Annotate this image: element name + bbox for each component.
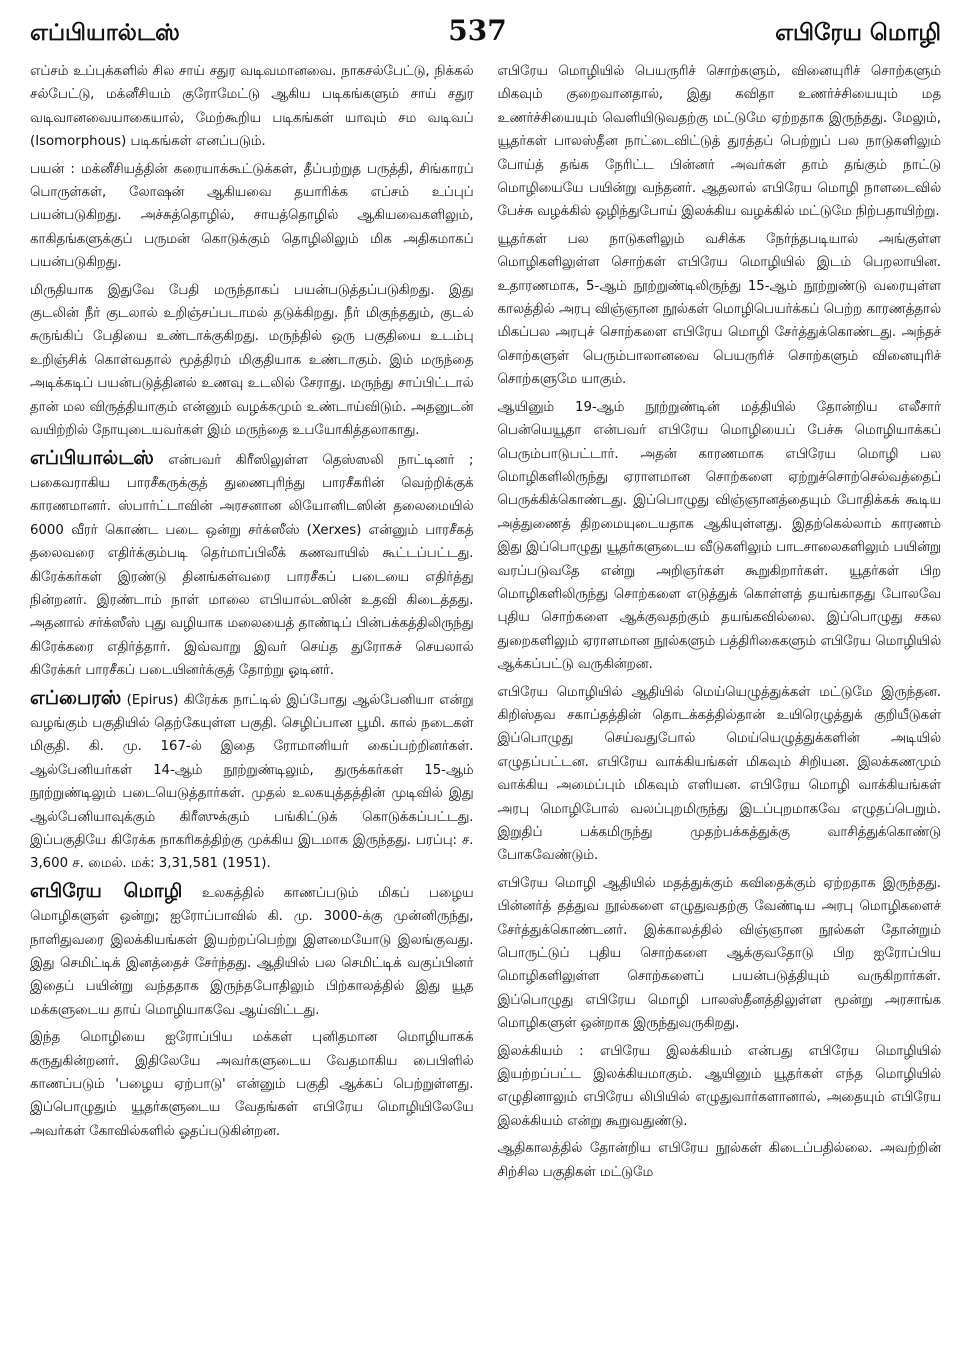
entry-text: என்பவர் கிரீஸிலுள்ள தெஸ்ஸலி நாட்டினர் ; பகைவராகிய பாரசீகருக்குத் துணைபுரிந்து பாரசீகரின் வெற்றிக்குக் காரணமானர். ஸ்பார்ட்டாவின் அரசனான லியோனிடஸின் தலைமையில் 6000 வீரர் கொண்ட படை ஒன்று சர்க்ஸீஸ் (Xerxes) என்னும் பாரசீகத் தலைவரை எதிர்க்கும்படி தெர்மாப்பிலீக் கணவாயில் கூட்டப்பட்டது. கிரேக்கர்கள் இரண்டு தினங்கள்வரை பாரசீகப் படையை எதிர்த்து நின்றனர். இரண்டாம் நாள் மாலை எபியால்டஸின் உதவி கிடைத்தது. அதனால் சர்க்ஸீஸ் புது வழியாக மலையைத் தாண்டிப் பின்பக்கத்திலிருந்து கிரேக்கரை எதிர்த்தார். இவ்வாறு இவர் செய்த துரோகச் செயலால் கிரேக்கர் பாரசீகப் படையினர்க்குத் தோற்று ஓடினர்.: [30, 452, 474, 679]
paragraph: மிருதியாக இதுவே பேதி மருந்தாகப் பயன்படுத்தப்படுகிறது. இது குடலின் நீர் குடலால் உறிஞ்சப்படாமல் தடுக்கிறது. நீர் மிகுந்ததும், குடல் சுருங்கிப் பேதியை உண்டாக்குகிறது. மருந்தில் ஒரு பகுதியை உடம்பு உறிஞ்சிக் கொள்வதால் மூத்திரம் மிகுதியாக உண்டாகும். இம் மருந்தை அடிக்கடிப் பயன்படுத்தினல் உணவு உடலில் சேராது. மருந்து சாப்பிட்டால் தான் மல விருத்தியாகும் என்னும் வழக்கமும் உண்டாய்விடும். அதனுடன் வயிற்றில் நோயுடையவர்கள் இம் மருந்தை உபயோகித்தலாகாது.: [30, 282, 474, 439]
paragraph: ஆயினும் 19-ஆம் நூற்றுண்டின் மத்தியில் தோன்றிய எலீசார் பென்யெயூதா என்பவர் எபிரேய மொழியைப் பேச்சு மொழியாக்கப் பெரும்பாடுபட்டார். அதன் காரணமாக எபிரேய மொழி பல மொழிகளிலிருந்து ஏராளமான சொற்களை ஏற்றுச்சொற்செல்வத்தைப் பெருக்கிக்கொண்டது. இப்பொழுது விஞ்ஞானத்தையும் போதிக்கக் கூடிய அத்துணைத் திறமையுடையதாக ஆகியுள்ளது. இதற்கெல்லாம் காரணம் இது இப்பொழுது யூதர்களுடைய வீடுகளிலும் பாடசாலைகளிலும் பயின்று வரப்படுவதே என்று அறிஞர்கள் கூறுகிறார்கள். யூதர்கள் பிற மொழிகளிலிருந்து சொற்களை எடுத்துக் கொள்ளத் தயங்காதது போலவே புதிய சொற்களை ஆக்குவதற்கும் தயங்கவில்லை. இப்பொழுது சகல துறைகளிலும் ஏராளமான நூல்களும் பத்திரிகைகளும் எபிரேய மொழியில் ஆக்கப்பட்டு வருகின்றன.: [497, 399, 941, 673]
paragraph: எபிரேய மொழியில் ஆதியில் மெய்யெழுத்துக்கள் மட்டுமே இருந்தன. கிறிஸ்தவ சகாப்தத்தின் தொடக்கத்தில்தான் உயிரெழுத்துக் குறியீடுகள் இப்பொழுது செய்வதுபோல் மெய்யெழுத்துக்களின் அடியில் எழுதப்பட்டன. எபிரேய வாக்கியங்கள் மிகவும் சிறியன. இலக்கணமும் வாக்கிய அமைப்பும் மிகவும் எளியன. எபிரேய மொழி வாக்கியங்கள் அரபு மொழிபோல் வலப்புறமிருந்து இடப்புறமாகவே எழுதப்பெறும். இறுதிப் பக்கமிருந்து முதற்பக்கத்துக்கு வாசித்துக்கொண்டு போகவேண்டும்.: [497, 684, 941, 864]
header-left-guideword: எப்பியால்டஸ்: [30, 20, 180, 46]
paragraph: இந்த மொழியை ஐரோப்பிய மக்கள் புனிதமான மொழியாகக் கருதுகின்றனர். இதிலேயே அவர்களுடைய வேதமாகிய பைபிளில் காணப்படும் 'பழைய ஏற்பாடு' என்னும் பகுதி ஆக்கப் பெற்றுள்ளது. இப்பொழுதும் யூதர்களுடைய வேதங்கள் எபிரேய மொழியிலேயே அவர்கள் கோவில்களில் ஓதப்படுகின்றன.: [30, 1030, 474, 1139]
paragraph: ஆதிகாலத்தில் தோன்றிய எபிரேய நூல்கள் கிடைப்பதில்லை. அவற்றின் சிற்சில பகுதிகள் மட்டுமே: [497, 1141, 941, 1180]
entry-text: (Epirus) கிரேக்க நாட்டில் இப்போது ஆல்பேனியா என்று வழங்கும் பகுதியில் தெற்கேயுள்ள பகுதி. செழிப்பான பூமி. கால் நடைகள் மிகுதி. கி. மு. 167-ல் இதை ரோமானியர் கைப்பற்றினர்கள். ஆல்பேனியர்கள் 14-ஆம் நூற்றுண்டிலும், துருக்கர்கள் 15-ஆம் நூற்றுண்டிலும் படையெடுத்தார்கள். முதல் உலகயுத்தத்தின் முடிவில் இது ஆல்பேனியாவுக்கும் கிரீஸுக்கும் பங்கிட்டுக் கொடுக்கப்பட்டது. இப்பகுதியே கிரேக்க நாகரிகத்திற்கு முக்கிய இடமாக இருந்தது. பரப்பு: ச. 3,600 ச. மைல். மக்: 3,31,581 (1951).: [30, 692, 474, 872]
entry-text: உலகத்தில் காணப்படும் மிகப் பழைய மொழிகளுள் ஒன்று; ஐரோப்பாவில் கி. மு. 3000-க்கு முன்னிருந்து, நாளிதுவரை இலக்கியங்கள் இயற்றப்பெற்று இளமையோடு இலங்குவது. இது செமிட்டிக் இனத்தைச் சேர்ந்தது. ஆதியில் பல செமிட்டிக் வகுப்பினர் இதைப் பயின்று வந்ததாக இருந்தபோதிலும் பிற்காலத்தில் இது யூத மக்களுடைய தாய் மொழியாகவே ஆய்விட்டது.: [30, 885, 474, 1018]
paragraph: எப்சம் உப்புக்களில் சில சாய் சதுர வடிவமானவை. நாகசல்பேட்டு, நிக்கல் சல்பேட்டு, மக்னீசியம் குரோமேட்டு ஆகிய படிகங்களும் சாய் சதுர வடிவானவையாகையால், மேற்கூறிய படிகங்கள் யாவும் சம வடிவப் (Isomorphous) படிகங்கள் எனப்படும்.: [30, 64, 474, 150]
entry-heading: எப்பியால்டஸ்: [30, 446, 154, 469]
entry-paragraph: [30, 447, 474, 683]
paragraph: பயன் : மக்னீசியத்தின் கரையாக்கூட்டுக்கள், தீப்பற்றுத பருத்தி, சிங்காரப் பொருள்கள், லோஷன் ஆகியவை தயாரிக்க எப்சம் உப்புப் பயன்படுகிறது. அச்சுத்தொழில், சாயத்தொழில் ஆகியவைகளிலும், காகிதங்களுக்குப் பருமன் கொடுக்கும் தொழிலிலும் மிக அதிகமாகப் பயன்படுகிறது.: [30, 161, 474, 271]
left-column: [30, 60, 474, 1188]
entry-heading: எபிரேய மொழி: [30, 879, 183, 902]
entry-heading: எப்பைரஸ்: [30, 686, 122, 709]
page-header: [30, 14, 941, 60]
entry-paragraph: [30, 880, 474, 1022]
paragraph: எபிரேய மொழியில் பெயருரிச் சொற்களும், வினையுரிச் சொற்களும் மிகவும் குறைவானதால், இது கவிதா உணர்ச்சியையும் மத உணர்ச்சியையும் வெளியிடுவதற்கு மட்டுமே ஏற்றதாக இருந்தது. மேலும், யூதர்கள் பாலஸ்தீன நாட்டைவிட்டுத் துரத்தப் பெற்றுப் பல நாடுகளிலும் போய்த் தங்க நேரிட்ட பின்னர் அவர்கள் தாம் தங்கும் நாட்டு மொழியையே பயின்று வந்தனர். ஆதலால் எபிரேய மொழி நாளடைவில் பேச்சு வழக்கில் ஒழிந்துபோய் இலக்கிய வழக்கில் மட்டுமே நிற்பதாயிற்று.: [497, 64, 941, 220]
paragraph: இலக்கியம் : எபிரேய இலக்கியம் என்பது எபிரேய மொழியில் இயற்றப்பட்ட இலக்கியமாகும். ஆயினும் யூதர்கள் எந்த மொழியில் எழுதினாலும் எபிரேய லிபியில் எழுதுவார்களானால், அதையும் எபிரேய இலக்கியம் என்று கூறுவதுண்டு.: [497, 1043, 941, 1129]
right-column: [498, 60, 942, 1188]
text-columns: [30, 60, 941, 1188]
page-number: 537: [448, 14, 507, 47]
entry-paragraph: [30, 687, 474, 876]
header-right-guideword: எபிரேய மொழி: [775, 20, 941, 46]
paragraph: எபிரேய மொழி ஆதியில் மதத்துக்கும் கவிதைக்கும் ஏற்றதாக இருந்தது. பின்னர்த் தத்துவ நூல்களை எழுதுவதற்கு வேண்டிய அரபு மொழிகளைச் சேர்த்துக்கொண்டனர். இக்காலத்தில் விஞ்ஞான நூல்கள் தோன்றும் பொருட்டுப் புதிய சொற்களை ஆக்குவதோடு பிற ஐரோப்பிய மொழிகளிலுள்ள சொற்களைப் பயன்படுத்தியும் வருகிறார்கள். இப்பொழுது எபிரேய மொழி பாலஸ்தீனத்திலுள்ள மூன்று அரசாங்க மொழிகளுள் ஒன்றாக இருந்துவருகிறது.: [497, 875, 941, 1032]
paragraph: யூதர்கள் பல நாடுகளிலும் வசிக்க நேர்ந்தபடியால் அங்குள்ள மொழிகளிலுள்ள சொற்கள் எபிரேய மொழியில் இடம் பெறலாயின. உதாரணமாக, 5-ஆம் நூற்றுண்டிலிருந்து 15-ஆம் நூற்றுண்டு வரையுள்ள காலத்தில் அரபு விஞ்ஞான நூல்கள் மொழிபெயர்க்கப் பெற்ற காரணத்தால் மிகப்பல அரபுச் சொற்களை எபிரேய மொழி சேர்த்துக்கொண்டது. அந்தச் சொற்களுள் பெரும்பாலானவை பெயருரிச் சொற்களும் வினையுரிச் சொற்களுமே யாகும்.: [497, 231, 941, 388]
